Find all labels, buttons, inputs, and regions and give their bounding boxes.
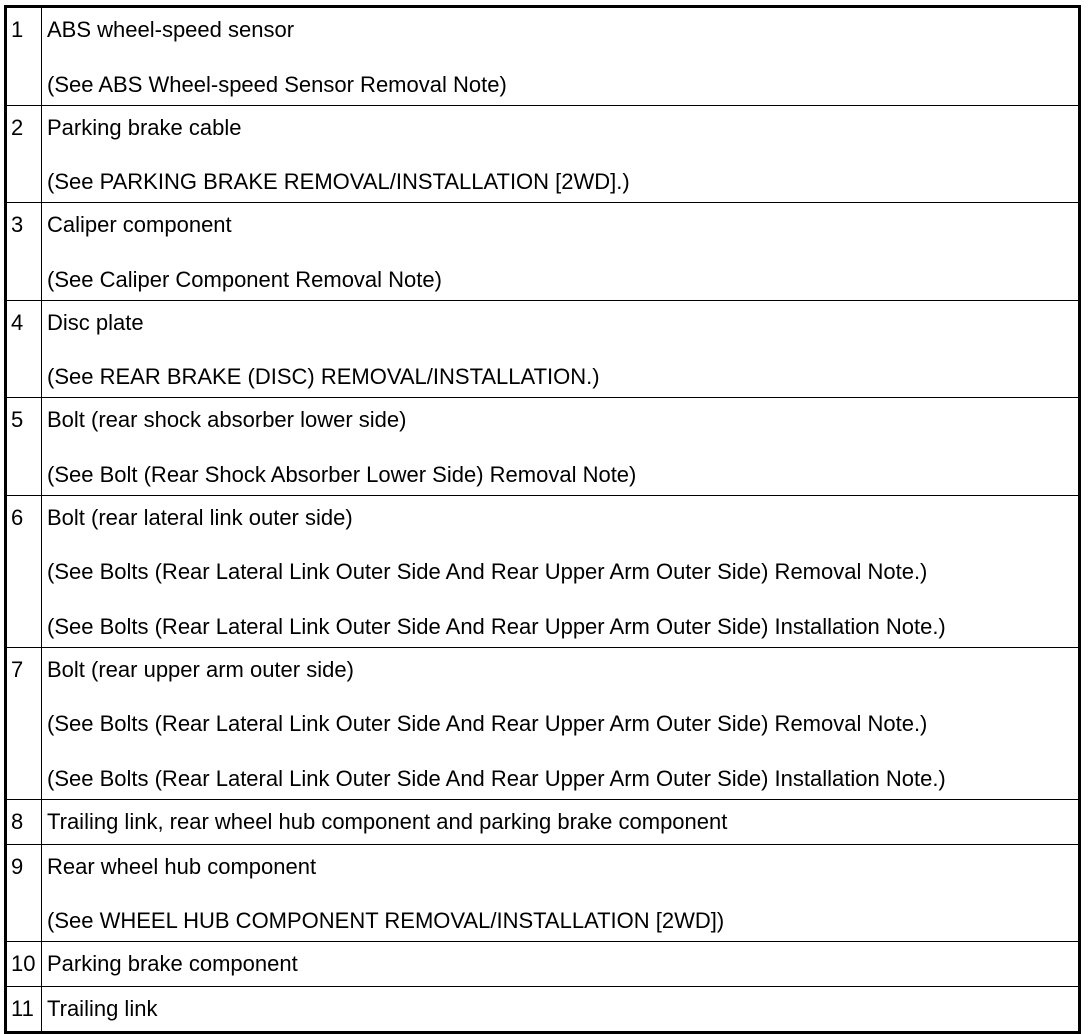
item-description: Trailing link, rear wheel hub component and parking brake component — [47, 808, 728, 834]
table-row — [6, 844, 1080, 942]
item-number: 11 — [11, 996, 34, 1021]
table-body — [6, 7, 1080, 1033]
item-number: 7 — [11, 656, 24, 682]
item-number-cell — [6, 799, 42, 844]
table-row — [6, 398, 1080, 496]
table-row — [6, 942, 1080, 987]
table-row — [6, 647, 1080, 799]
item-reference-note: (See Bolts (Rear Lateral Link Outer Side And Rear Upper Arm Outer Side) Removal Note.) — [47, 559, 928, 584]
parts-table — [4, 5, 1081, 1034]
item-description: Trailing link — [47, 996, 158, 1021]
table-row — [6, 987, 1080, 1033]
item-reference-note: (See ABS Wheel-speed Sensor Removal Note) — [47, 71, 507, 97]
item-number-cell — [6, 647, 42, 799]
item-description-cell — [42, 844, 1080, 942]
table-row — [6, 7, 1080, 106]
item-number-cell — [6, 105, 42, 203]
item-number-cell — [6, 495, 42, 647]
item-description: Parking brake component — [47, 951, 298, 976]
item-description: Disc plate — [47, 309, 144, 335]
table-row — [6, 300, 1080, 398]
item-number-cell — [6, 398, 42, 496]
item-number: 1 — [11, 17, 24, 42]
item-description: Bolt (rear lateral link outer side) — [47, 504, 353, 530]
item-description-cell — [42, 987, 1080, 1033]
item-description: ABS wheel-speed sensor — [47, 17, 295, 42]
item-description-cell — [42, 203, 1080, 301]
item-description: Caliper component — [47, 212, 232, 237]
item-number: 2 — [11, 114, 24, 140]
item-description-cell — [42, 942, 1080, 987]
table-row — [6, 495, 1080, 647]
item-description: Bolt (rear shock absorber lower side) — [47, 407, 407, 432]
item-description-cell — [42, 647, 1080, 799]
item-description-cell — [42, 799, 1080, 844]
item-number-cell — [6, 7, 42, 106]
item-description: Bolt (rear upper arm outer side) — [47, 656, 354, 682]
item-reference-note: (See Bolts (Rear Lateral Link Outer Side And Rear Upper Arm Outer Side) Installation Note.) — [47, 613, 946, 639]
item-reference-note: (See WHEEL HUB COMPONENT REMOVAL/INSTALLATION [2WD]) — [47, 908, 725, 933]
item-reference-note: (See Bolts (Rear Lateral Link Outer Side And Rear Upper Arm Outer Side) Removal Note.) — [47, 711, 928, 736]
item-number-cell — [6, 203, 42, 301]
table-row — [6, 105, 1080, 203]
item-number: 3 — [11, 212, 24, 237]
item-description: Rear wheel hub component — [47, 853, 317, 879]
item-description: Parking brake cable — [47, 114, 242, 140]
item-reference-note: (See REAR BRAKE (DISC) REMOVAL/INSTALLATION.) — [47, 364, 600, 389]
item-number: 6 — [11, 504, 24, 530]
item-description-cell — [42, 398, 1080, 496]
item-number: 10 — [11, 951, 36, 976]
item-reference-note: (See Bolts (Rear Lateral Link Outer Side And Rear Upper Arm Outer Side) Installation Note.) — [47, 765, 946, 791]
item-description-cell — [42, 495, 1080, 647]
table-row — [6, 203, 1080, 301]
item-number-cell — [6, 942, 42, 987]
item-reference-note: (See Caliper Component Removal Note) — [47, 266, 442, 292]
item-reference-note: (See Bolt (Rear Shock Absorber Lower Side) Removal Note) — [47, 461, 637, 487]
item-number-cell — [6, 844, 42, 942]
item-number: 9 — [11, 853, 24, 879]
item-description-cell — [42, 105, 1080, 203]
item-description-cell — [42, 7, 1080, 106]
item-number: 4 — [11, 309, 24, 335]
item-number: 5 — [11, 407, 24, 432]
item-reference-note: (See PARKING BRAKE REMOVAL/INSTALLATION [2WD].) — [47, 169, 630, 194]
item-number-cell — [6, 987, 42, 1033]
item-description-cell — [42, 300, 1080, 398]
item-number-cell — [6, 300, 42, 398]
table-row — [6, 799, 1080, 844]
item-number: 8 — [11, 808, 24, 834]
